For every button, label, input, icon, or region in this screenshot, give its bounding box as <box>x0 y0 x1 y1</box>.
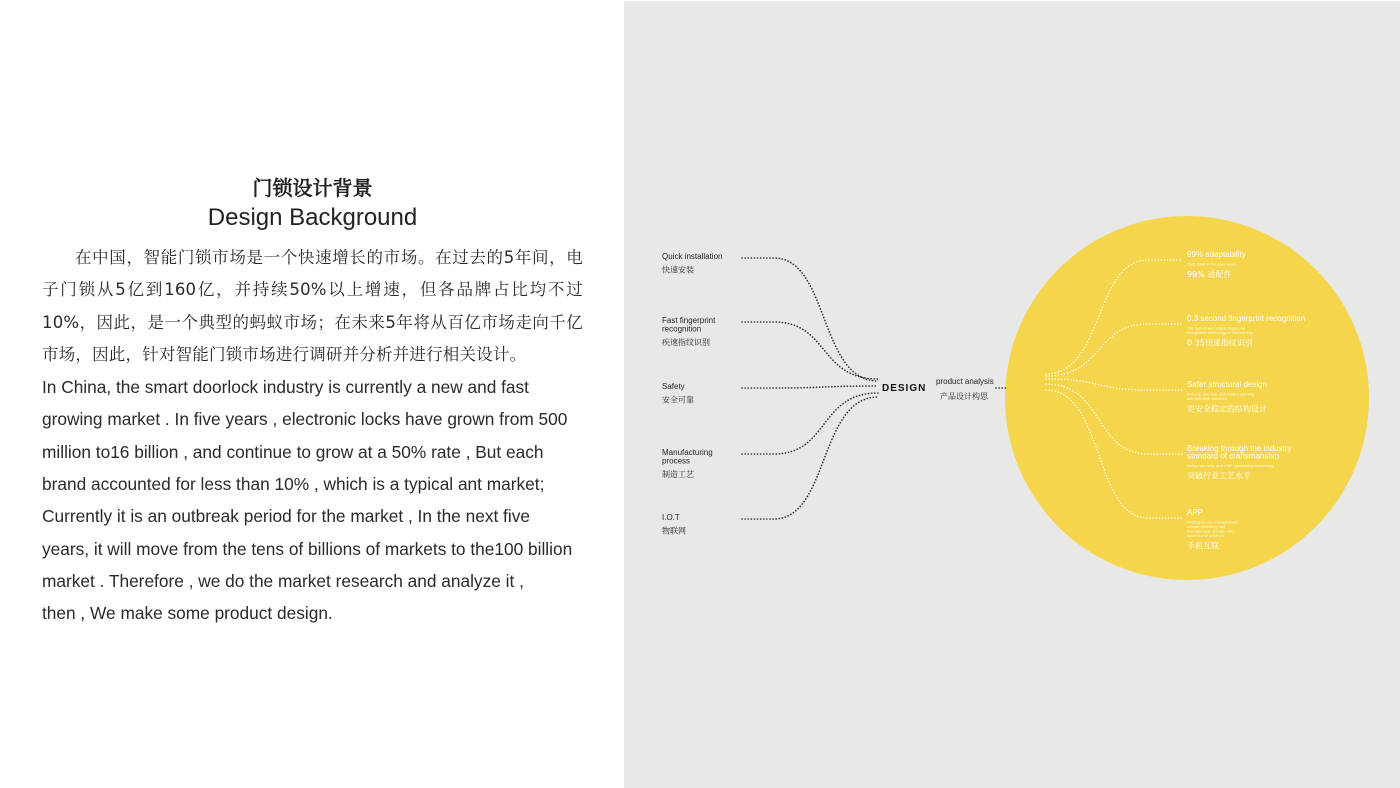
design-core-label: DESIGN <box>882 383 927 394</box>
paragraph-en <box>42 371 583 629</box>
heading-en: Design Background <box>207 204 418 231</box>
output-label-en: 0.3 second fingerprint recognition <box>1187 314 1306 323</box>
input-connector <box>742 393 878 454</box>
output-label-en: APP <box>1187 508 1204 517</box>
input-label-zh: 制造工艺 <box>662 470 694 479</box>
input-label-en: Fast fingerprint <box>662 316 716 325</box>
input-connector <box>742 258 878 381</box>
input-label-en: I.O.T <box>662 513 680 522</box>
paragraph-en-line: brand accounted for less than 10% , which is a typical ant market; <box>42 474 545 495</box>
input-label-en: recognition <box>662 324 702 334</box>
output-desc: management, linkage with <box>1187 528 1234 534</box>
paragraph-en-line: In China, the smart doorlock industry is currently a new and fast <box>42 377 529 398</box>
heading-zh: 门锁设计背景 <box>252 176 373 200</box>
input-connector <box>742 397 878 519</box>
input-label-en: Manufacturing <box>662 448 713 457</box>
input-label-zh: 安全可靠 <box>662 395 694 405</box>
output-label-en: standard of craftsmanship <box>1187 451 1280 461</box>
input-label-en: process <box>662 456 691 466</box>
paragraph-en-line: then , We make some product design. <box>42 603 333 624</box>
output-label-en: Safer structural design <box>1187 380 1268 389</box>
output-label-zh: 手机互联 <box>1187 541 1219 551</box>
output-label-zh: 99% 适配件 <box>1187 270 1232 279</box>
output-desc: and anti-theft structure <box>1187 396 1228 401</box>
core-sub-zh: 产品设计构思 <box>940 392 988 401</box>
output-desc: remote unlocking and <box>1187 524 1226 529</box>
paragraph-en-line: years, it will move from the tens of billions of markets to the100 billion <box>42 538 573 559</box>
body-text <box>42 242 583 630</box>
output-desc: Suits 99% of the door types <box>1187 261 1236 267</box>
input-label-zh: 物联网 <box>662 526 686 536</box>
output-label-en: 99% adaptability <box>1187 250 1246 259</box>
output-label-zh: 0.35快速指纹识别 <box>1187 338 1253 348</box>
input-connector <box>742 322 878 379</box>
input-label-en: Quick installation <box>662 252 723 261</box>
output-desc: Intelligent user management, <box>1187 519 1239 525</box>
output-desc: smart home products <box>1187 533 1225 538</box>
input-label-en: Safety <box>662 382 685 391</box>
output-desc: Using new alloy and CMF processing technology <box>1187 463 1274 468</box>
output-label-zh: 更安全稳定的结构设计 <box>1187 404 1267 414</box>
input-label-zh: 快速安装 <box>662 265 694 275</box>
paragraph-zh: 在中国，智能门锁市场是一个快速增长的市场。在过去的5年间，电子门锁从5亿到160亿，并持续50%以上增速，但各品牌占比均不过10%，因此，是一个典型的蚂蚁市场；在未来5年将从百亿市场走向千亿市场，因此，针对智能门锁市场进行调研并分析并进行相关设计。 <box>42 248 583 364</box>
core-sub-en: product analysis <box>936 377 994 386</box>
output-desc: The fastest and safest fingerprint <box>1187 325 1246 331</box>
paragraph-en-line: Currently it is an outbreak period for the market , In the next five <box>42 506 530 527</box>
paragraph-en-line: growing market . In five years , electronic locks have grown from 500 <box>42 409 568 430</box>
output-desc: recognition technology in the industry <box>1187 330 1254 335</box>
output-desc: Anti-pry, anti-tear, anti-violent opening <box>1187 391 1255 397</box>
paragraph-en-line: market . Therefore , we do the market research and analyze it , <box>42 570 524 591</box>
input-connector <box>742 386 878 388</box>
output-label-en: Breaking through the industry <box>1187 444 1292 453</box>
design-mindmap <box>624 1 1400 788</box>
paragraph-en-line: million to16 billion , and continue to grow at a 50% rate , But each <box>42 441 544 462</box>
input-label-zh: 疾速指纹识别 <box>662 338 710 347</box>
output-label-zh: 突破行业工艺水平 <box>1187 471 1251 481</box>
